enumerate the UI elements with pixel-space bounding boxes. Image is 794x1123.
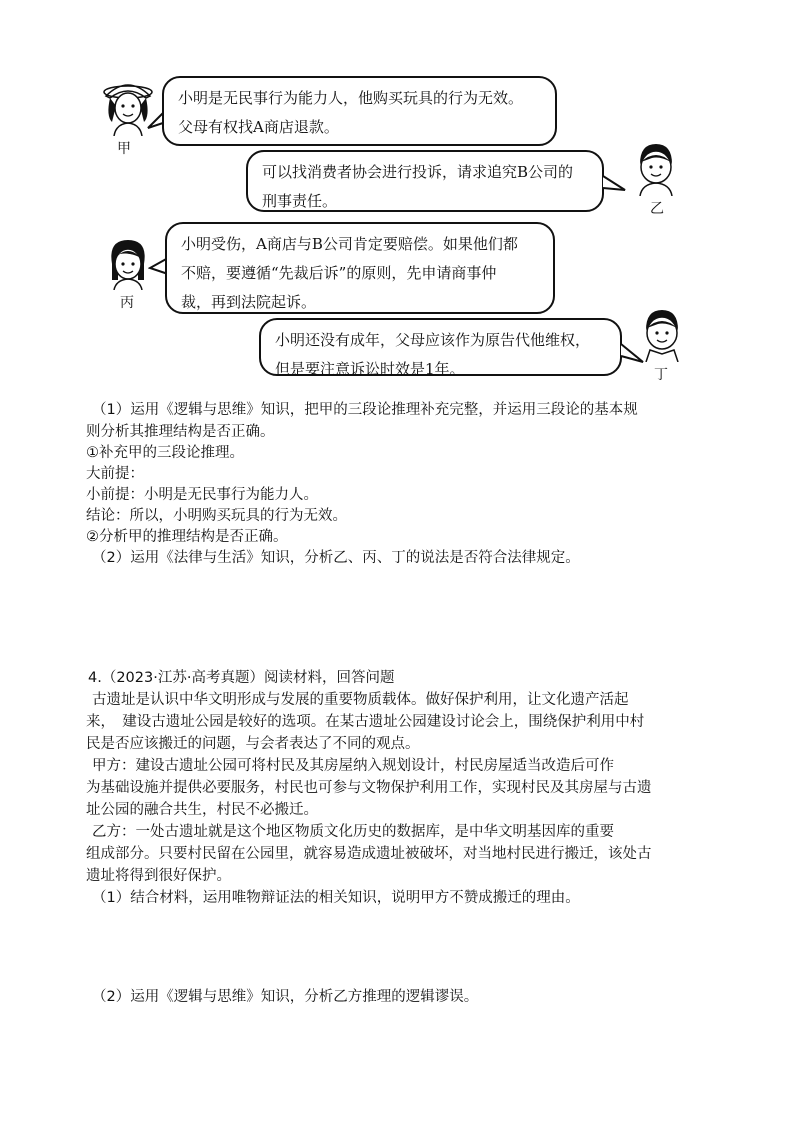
- question-part-1: （1）结合材料，运用唯物辩证法的相关知识，说明甲方不赞成搬迁的理由。: [92, 890, 580, 906]
- question-part-2: （2）运用《法律与生活》知识，分析乙、丙、丁的说法是否符合法律规定。: [92, 550, 580, 566]
- material-para-1-line-2: 来， 建设古遗址公园是较好的选项。在某古遗址公园建设讨论会上，围绕保护利用中村: [86, 714, 645, 730]
- speaker-label-ding: 丁: [654, 367, 668, 383]
- question-part-1-line-2: 则分析其推理结构是否正确。: [86, 424, 275, 440]
- boy-avatar-icon: [630, 140, 682, 196]
- bubble-text: 不赔，要遵循“先裁后诉”的原则，先申请商事仲: [181, 264, 497, 282]
- material-para-3-line-3: 遗址将得到很好保护。: [86, 868, 231, 884]
- bubble-text: 小明还没有成年，父母应该作为原告代他维权，: [275, 331, 591, 349]
- speaker-label-bing: 丙: [120, 295, 134, 311]
- material-para-2-line-3: 址公园的融合共生，村民不必搬迁。: [86, 802, 318, 818]
- speech-bubble-yi: [246, 150, 604, 212]
- material-para-2-line-1: 甲方：建设古遗址公园可将村民及其房屋纳入规划设计，村民房屋适当改造后可作: [92, 758, 614, 774]
- boy-avatar-icon: [636, 306, 688, 362]
- minor-premise: 小前提：小明是无民事行为能力人。: [86, 487, 318, 503]
- material-para-1-line-1: 古遗址是认识中华文明形成与发展的重要物质载体。做好保护利用，让文化遗产活起: [92, 692, 629, 708]
- bubble-text: 可以找消费者协会进行投诉，请求追究B公司的: [262, 163, 574, 181]
- conclusion: 结论：所以，小明购买玩具的行为无效。: [86, 508, 347, 524]
- speech-bubble-bing: [165, 222, 555, 314]
- speaker-label-yi: 乙: [650, 201, 664, 217]
- bubble-text: 父母有权找A商店退款。: [178, 118, 339, 136]
- major-premise-label: 大前提：: [86, 466, 144, 482]
- speech-bubble-jia: [162, 76, 557, 146]
- bubble-text: 裁，再到法院起诉。: [181, 293, 317, 311]
- bubble-text: 小明受伤，A商店与B公司肯定要赔偿。如果他们都: [181, 235, 518, 253]
- syllogism-step-2: ②分析甲的推理结构是否正确。: [86, 529, 288, 545]
- material-para-3-line-1: 乙方：一处古遗址就是这个地区物质文化历史的数据库，是中华文明基因库的重要: [92, 824, 614, 840]
- material-para-3-line-2: 组成部分。只要村民留在公园里，就容易造成遗址被破坏，对当地村民进行搬迁，该处古: [86, 846, 652, 862]
- question-part-1-line-1: （1）运用《逻辑与思维》知识，把甲的三段论推理补充完整，并运用三段论的基本规: [92, 402, 638, 418]
- question-part-2: （2）运用《逻辑与思维》知识，分析乙方推理的逻辑谬误。: [92, 989, 479, 1005]
- speech-tail: [601, 172, 627, 196]
- bubble-text: 但是要注意诉讼时效是1年。: [275, 360, 465, 378]
- question-heading: 4.（2023·江苏·高考真题）阅读材料，回答问题: [88, 670, 395, 686]
- material-para-2-line-2: 为基础设施并提供必要服务，村民也可参与文物保护利用工作，实现村民及其房屋与古遗: [86, 780, 652, 796]
- material-para-1-line-3: 民是否应该搬迁的问题，与会者表达了不同的观点。: [86, 736, 420, 752]
- bubble-text: 小明是无民事行为能力人，他购买玩具的行为无效。: [178, 89, 524, 107]
- speech-bubble-ding: [259, 318, 622, 376]
- speaker-label-jia: 甲: [117, 141, 131, 157]
- bubble-text: 刑事责任。: [262, 192, 338, 210]
- syllogism-step-1: ①补充甲的三段论推理。: [86, 445, 244, 461]
